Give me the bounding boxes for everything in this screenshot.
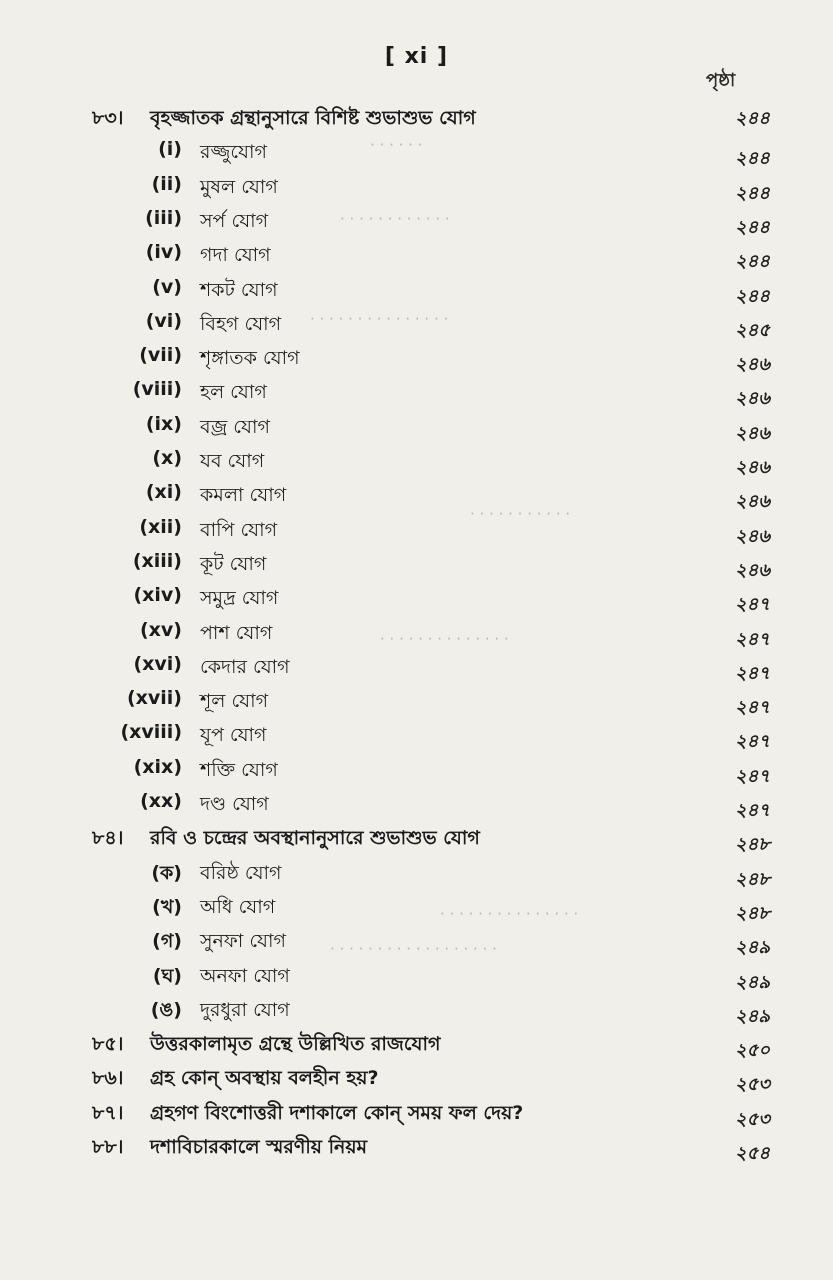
entry-number: (iii)	[145, 206, 182, 229]
entry-number: (ix)	[145, 412, 182, 435]
entry-number: (v)	[152, 275, 182, 298]
toc-subentry	[0, 619, 833, 651]
toc-subentry	[0, 584, 833, 616]
toc-subentry	[0, 173, 833, 205]
entry-title: রজ্জুযোগ	[200, 141, 267, 164]
entry-page-number: ২৫৪	[734, 1143, 770, 1164]
entry-number: ৮৪।	[92, 827, 124, 850]
entry-page-number: ২৪৬	[734, 422, 770, 444]
entry-number: (xvi)	[133, 652, 182, 675]
toc-section-entry	[0, 1133, 833, 1165]
toc-subentry	[0, 653, 833, 685]
toc-subentry	[0, 550, 833, 582]
entry-title: গ্রহগণ বিংশোত্তরী দশাকালে কোন্ সময় ফল দেয়?	[150, 1101, 524, 1124]
toc-section-entry	[0, 1030, 833, 1062]
entry-page-number: ২৪৮	[734, 834, 770, 856]
entry-number: (vi)	[145, 309, 182, 332]
entry-number: (xx)	[140, 790, 182, 812]
toc-subentry	[0, 893, 833, 925]
entry-page-number: ২৪৬	[734, 354, 770, 376]
entry-number: (xviii)	[120, 721, 182, 744]
entry-number: ৮৭।	[92, 1101, 124, 1124]
bleed-through-text: · · · · · ·	[370, 136, 423, 154]
bleed-through-text: · · · · · · · · · · · · · · ·	[440, 905, 579, 923]
entry-page-number: ২৪৬	[734, 491, 770, 513]
toc-subentry	[0, 996, 833, 1028]
entry-title: বৃহজ্জাতক গ্রন্থানুসারে বিশিষ্ট শুভাশুভ যোগ	[150, 107, 476, 129]
entry-page-number: ২৫৩	[734, 1108, 770, 1130]
entry-number: (ক)	[151, 861, 182, 884]
entry-title: যূপ যোগ	[200, 724, 267, 747]
entry-number: ৮৬।	[92, 1067, 124, 1090]
entry-page-number: ২৪৫	[734, 319, 770, 341]
entry-page-number: ২৪৮	[734, 868, 770, 890]
entry-number: (viii)	[132, 378, 182, 401]
entry-title: মুষল যোগ	[200, 175, 278, 198]
bleed-through-text: · · · · · · · · · · · · · · · · · ·	[330, 940, 497, 958]
entry-title: শূল যোগ	[200, 690, 269, 713]
toc-subentry	[0, 413, 833, 445]
entry-title: গদা যোগ	[200, 244, 271, 267]
toc-section-entry	[0, 1099, 833, 1131]
entry-number: (x)	[152, 447, 182, 469]
entry-number: (xix)	[133, 755, 182, 778]
entry-title: রবি ও চন্দ্রের অবস্থানানুসারে শুভাশুভ যোগ	[150, 827, 480, 850]
entry-page-number: ২৪৯	[734, 937, 770, 959]
entry-number: ৮৫।	[92, 1033, 124, 1056]
toc-subentry	[0, 687, 833, 719]
entry-number: (ii)	[151, 172, 182, 195]
toc-subentry	[0, 721, 833, 753]
entry-number: (খ)	[152, 895, 182, 918]
entry-title: সুনফা যোগ	[200, 930, 286, 953]
entry-title: কেদার যোগ	[200, 655, 290, 678]
entry-page-number: ২৪৪	[734, 251, 770, 273]
entry-number: (xi)	[145, 481, 182, 504]
toc-subentry	[0, 790, 833, 822]
entry-title: অধি যোগ	[200, 895, 276, 918]
toc-subentry	[0, 927, 833, 959]
entry-page-number: ২৪৬	[734, 457, 770, 478]
entry-title: সমুদ্র যোগ	[200, 587, 279, 610]
toc-subentry	[0, 241, 833, 273]
entry-page-number: ২৪৪	[734, 216, 770, 238]
page-column-label: পৃষ্ঠা	[706, 70, 736, 91]
bleed-through-text: · · · · · · · · · · · · · · ·	[310, 310, 449, 328]
entry-page-number: ২৪৪	[734, 285, 770, 307]
entry-number: (xiv)	[133, 584, 182, 607]
toc-section-entry	[0, 104, 833, 136]
toc-subentry	[0, 859, 833, 891]
entry-page-number: ২৪৭	[734, 731, 770, 753]
entry-number: ৮৩।	[92, 107, 124, 129]
entry-title: দশাবিচারকালে স্মরণীয় নিয়ম	[150, 1136, 368, 1158]
entry-number: (xiii)	[132, 549, 182, 572]
entry-page-number: ২৪৮	[734, 902, 770, 924]
entry-title: সর্প যোগ	[200, 209, 269, 232]
entry-page-number: ২৫৩	[734, 1074, 770, 1096]
entry-title: শৃঙ্গাতক যোগ	[200, 347, 300, 370]
entry-number: (vii)	[139, 344, 182, 367]
bleed-through-text: · · · · · · · · · · ·	[470, 505, 571, 523]
page-number-marker: [ xi ]	[384, 44, 449, 69]
entry-title: বরিষ্ঠ যোগ	[200, 861, 282, 884]
entry-title: বিহগ যোগ	[200, 312, 282, 335]
entry-number: (xv)	[139, 618, 182, 641]
entry-page-number: ২৪৯	[734, 1005, 770, 1027]
toc-subentry	[0, 756, 833, 788]
entry-page-number: ২৪৪	[734, 108, 770, 129]
entry-number: (xii)	[139, 515, 182, 538]
entry-title: হল যোগ	[200, 381, 267, 404]
entry-title: উত্তরকালামৃত গ্রন্থে উল্লিখিত রাজযোগ	[150, 1033, 441, 1056]
entry-title: বাপি যোগ	[200, 518, 278, 541]
toc-subentry	[0, 481, 833, 513]
entry-page-number: ২৪৭	[734, 697, 770, 719]
entry-page-number: ২৪৭	[734, 800, 770, 821]
entry-title: যব যোগ	[200, 450, 265, 472]
entry-number: ৮৮।	[92, 1136, 124, 1158]
entry-page-number: ২৪৭	[734, 628, 770, 650]
entry-number: (i)	[158, 138, 182, 161]
entry-title: গ্রহ কোন্ অবস্থায় বলহীন হয়?	[150, 1067, 379, 1090]
entry-title: বজ্র যোগ	[200, 415, 270, 438]
toc-subentry	[0, 344, 833, 376]
toc-subentry	[0, 516, 833, 548]
toc-subentry	[0, 207, 833, 239]
entry-number: (ঙ)	[150, 998, 182, 1021]
entry-page-number: ২৪৯	[734, 971, 770, 993]
entry-title: শক্তি যোগ	[200, 758, 278, 781]
entry-page-number: ২৪৭	[734, 594, 770, 616]
entry-page-number: ২৪৬	[734, 525, 770, 547]
toc-subentry	[0, 378, 833, 410]
entry-number: (ঘ)	[152, 964, 182, 987]
entry-page-number: ২৪৬	[734, 388, 770, 410]
entry-title: শকট যোগ	[200, 278, 278, 301]
toc-section-entry	[0, 824, 833, 856]
toc-subentry	[0, 962, 833, 994]
entry-title: কমলা যোগ	[200, 484, 287, 507]
entry-title: পাশ যোগ	[200, 621, 273, 644]
entry-page-number: ২৪৭	[734, 765, 770, 787]
bleed-through-text: · · · · · · · · · · · · · ·	[380, 630, 509, 648]
toc-subentry	[0, 447, 833, 479]
entry-number: (iv)	[145, 241, 182, 264]
entry-title: অনফা যোগ	[200, 964, 290, 987]
entry-page-number: ২৪৬	[734, 559, 770, 581]
entry-page-number: ২৪৪	[734, 148, 770, 170]
entry-page-number: ২৫০	[734, 1040, 770, 1062]
toc-section-entry	[0, 1064, 833, 1096]
entry-title: কূট যোগ	[200, 552, 267, 575]
entry-page-number: ২৪৭	[734, 662, 770, 684]
toc-subentry	[0, 310, 833, 342]
entry-number: (xvii)	[126, 687, 182, 710]
bleed-through-text: · · · · · · · · · · · ·	[340, 210, 450, 228]
toc-subentry	[0, 276, 833, 308]
entry-page-number: ২৪৪	[734, 182, 770, 204]
toc-subentry	[0, 138, 833, 170]
entry-title: দণ্ড যোগ	[200, 793, 269, 815]
entry-number: (গ)	[152, 930, 182, 953]
entry-title: দুরধুরা যোগ	[200, 998, 290, 1021]
